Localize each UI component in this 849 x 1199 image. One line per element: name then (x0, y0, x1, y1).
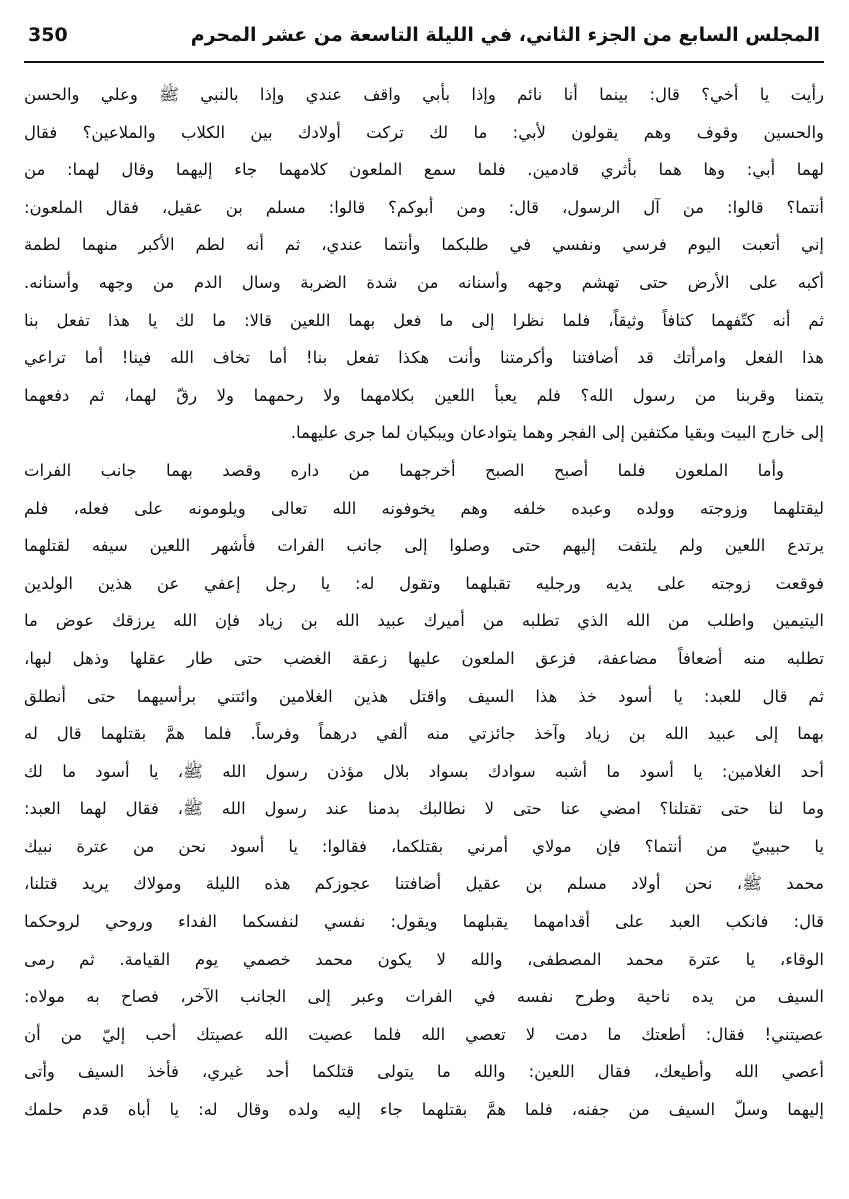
text-line: ليقتلهما وزوجته وولده وعبده خلفه وهم يخوفونه الله تعالى ويلومونه على فعله، فلم (24, 498, 824, 518)
text-line: يرتدع اللعين ولم يلتفت إليهم حتى وصلوا إلى جانب الفرات فأشهر اللعين سيفه لقتلهما (24, 536, 824, 556)
text-line: إليهما وسلّ السيف من جفنه، فلما همَّ بقتلهما جاء إليه ولده وقال له: يا أباه قدم حلمك (24, 1100, 824, 1120)
text-line: فوقعت زوجته على يديه ورجليه تقبلهما وتقول له: يا رجل إعفي عن هذين الولدين (24, 573, 824, 593)
text-line: عصيتني! فقال: أطعتك ما دمت لا تعصي الله فلما عصيت الله عصيتك أحب إليّ من أن (24, 1024, 824, 1044)
text-line: والحسين وقوف وهم يقولون لأبي: ما لك تركت أولادك بين الكلاب والملاعين؟ فقال (24, 122, 824, 142)
text-line: أحد الغلامين: يا أسود ما أشبه سوادك بسواد بلال مؤذن رسول الله ﷺ، يا أسود ما لك (24, 761, 824, 781)
header-rule (24, 61, 824, 63)
text-line: يا حبيبيّ من أنتما؟ فإن مولاي أمرني بقتلكما، فقالوا: يا أسود نحن من عترة نبيك (24, 836, 824, 856)
text-line: اليتيمين واطلب من الله الذي تطلبه من أميرك عبيد الله بن زياد فإن الله يرزقك عوض ما (24, 611, 824, 631)
page-header (24, 18, 824, 62)
text-line: وما لنا حتى تقتلنا؟ امضي عنا حتى لا نطالبك بدمنا عند رسول الله ﷺ، فقال لهما العبد: (24, 799, 824, 819)
text-line: أعصي الله وأطيعك، فقال اللعين: والله ما يتولى قتلكما أحد غيري، فأخذ السيف وأتى (24, 1062, 824, 1082)
text-line: إني أتعبت اليوم فرسي ونفسي في طلبكما وأنتما عندي، ثم أنه لطم الأكبر منهما لطمة (24, 235, 824, 255)
text-line: تطلبه منه أضعافاً مضاعفة، فزعق الملعون عليها زعقة الغضب حتى طار عقلها وذهل لبها، (24, 648, 824, 668)
text-line: الوقاء، يا عترة محمد المصطفى، والله لا يكون محمد خصمي يوم القيامة. ثم رمى (24, 949, 824, 969)
text-line: محمد ﷺ، نحن أولاد مسلم بن عقيل أضافتنا عجوزكم هذه الليلة ومولاك يريد قتلنا، (24, 874, 824, 894)
text-line: هذا الفعل وامرأتك قد أضافتنا وأكرمتنا وأنت هكذا تفعل بنا! أما تخاف الله فينا! أما تراعي (24, 348, 824, 368)
text-line: أنتما؟ قالوا: من آل الرسول، قال: ومن أبوكم؟ قالوا: مسلم بن عقيل، فقال الملعون: (24, 197, 824, 217)
text-line: ثم أنه كتّفهما كتافاً وثيقاً، فلما نظرا إلى ما فعل بهما اللعين قالا: ما لك يا هذا تفعل بنا (24, 310, 824, 330)
paragraph-1 (24, 76, 824, 452)
page-number: 350 (28, 24, 68, 46)
running-title: المجلس السابع من الجزء الثاني، في الليلة التاسعة من عشر المحرم (190, 24, 820, 46)
text-line: السيف من يده ناحية وطرح نفسه في الفرات وعبر إلى الجانب الآخر، فصاح به مولاه: (24, 987, 824, 1007)
paragraph-2 (24, 452, 824, 1129)
text-line: يتمنا وقربنا من رسول الله؟ فلم يعبأ اللعين بكلامهما ولا رحمهما ولا رقّ لهما، ثم دفعهما (24, 385, 824, 405)
text-line: وأما الملعون فلما أصبح الصبح أخرجهما من داره وقصد بهما جانب الفرات (24, 460, 784, 480)
text-line: لهما أبي: وها هما بأثري قادمين. فلما سمع الملعون كلامهما جاء إليهما وقال لهما: من (24, 160, 824, 180)
text-line: بهما إلى عبيد الله بن زياد وآخذ جائزتي منه ألفي درهماً وفرساً. فلما همَّ بقتلهما قال له (24, 724, 824, 744)
text-line: رأيت يا أخي؟ قال: بينما أنا نائم وإذا بأبي واقف عندي وإذا بالنبي ﷺ وعلي والحسن (24, 85, 824, 104)
text-line: قال: فانكب العبد على أقدامهما يقبلهما ويقول: نفسي لنفسكما الفداء وروحي لروحكما (24, 912, 824, 932)
text-line: إلى خارج البيت وبقيا مكتفين إلى الفجر وهما يتوادعان ويبكيان لما جرى عليهما. (290, 423, 824, 443)
text-line: ثم قال للعبد: يا أسود خذ هذا السيف واقتل هذين الغلامين وائتني برأسيهما حتى أنطلق (24, 686, 824, 706)
book-page (24, 18, 824, 1178)
body-text (24, 76, 824, 1129)
text-line: أكبه على الأرض حتى تهشم وجهه وأسنانه من شدة الضربة وسال الدم من وجهه وأسنانه. (24, 272, 824, 292)
